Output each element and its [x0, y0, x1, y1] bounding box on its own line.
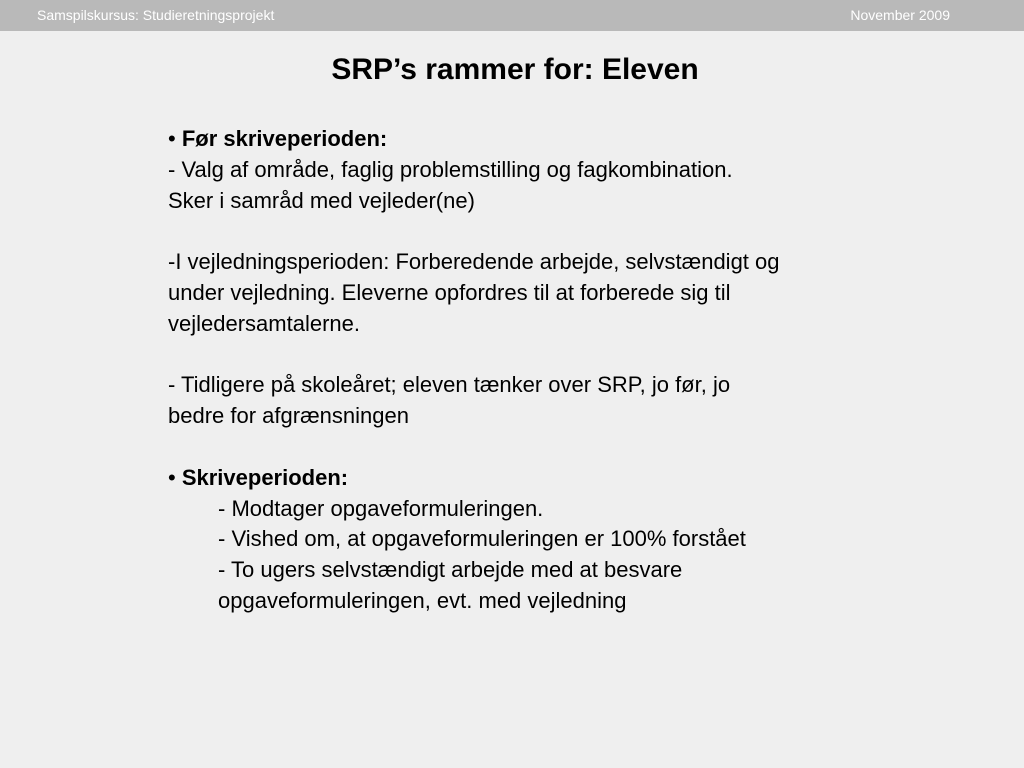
date-label: November 2009: [850, 7, 950, 23]
indented-line: opgaveformuleringen, evt. med vejledning: [218, 587, 627, 613]
indented-line: - Modtager opgaveformuleringen.: [218, 495, 544, 521]
text-line: under vejledning. Eleverne opfordres til at forberede sig til: [168, 279, 731, 305]
text-line: vejledersamtalerne.: [168, 310, 360, 336]
text-line: Sker i samråd med vejleder(ne): [168, 187, 475, 213]
header-bar: [0, 0, 1024, 31]
indented-line: - Vished om, at opgaveformuleringen er 100% forstået: [218, 526, 746, 552]
blank-line: [168, 432, 908, 463]
bullet-heading: Før skriveperioden:: [181, 126, 388, 151]
indented-line: - To ugers selvstændigt arbejde med at besvare: [218, 557, 683, 583]
text-line: bedre for afgrænsningen: [168, 403, 409, 429]
text-line: - Tidligere på skoleåret; eleven tænker over SRP, jo før, jo: [168, 372, 731, 398]
bullet-marker: •: [168, 126, 182, 151]
bullet-marker: •: [168, 464, 182, 490]
bullet-heading-before-writing: [168, 124, 908, 155]
blank-line: [168, 216, 908, 247]
blank-line: [168, 340, 908, 371]
text-line: - Valg af område, faglig problemstilling og fagkombination.: [168, 156, 733, 182]
text-line: -I vejledningsperioden: Forberedende arbejde, selvstændigt og: [168, 249, 780, 275]
slide-body: [168, 124, 908, 617]
bullet-heading-writing-period: [168, 463, 908, 494]
course-name: Samspilskursus: Studieretningsprojekt: [37, 7, 275, 23]
bullet-heading: Skriveperioden:: [181, 464, 349, 490]
slide-title: SRP’s rammer for: Eleven: [331, 53, 699, 86]
